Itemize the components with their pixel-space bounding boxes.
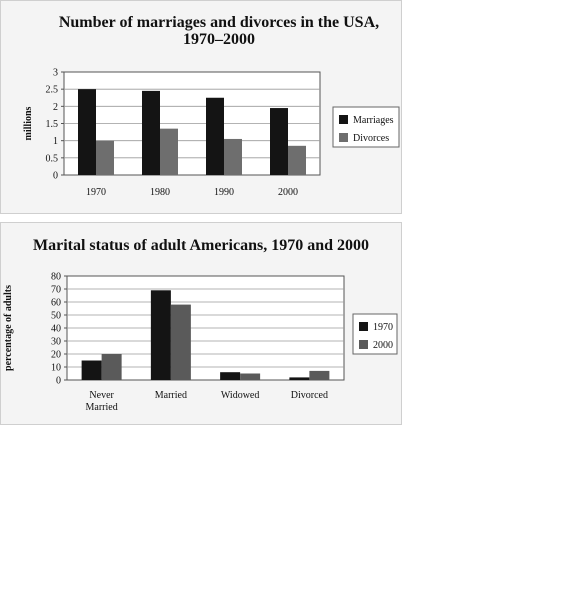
y-tick-label: 10 xyxy=(51,362,61,374)
legend-swatch-marriages xyxy=(339,115,348,124)
legend-swatch-2000 xyxy=(359,340,368,349)
bar-divorces-2000 xyxy=(288,146,306,175)
y-tick-label: 0 xyxy=(56,375,61,387)
bar-2000-divorced xyxy=(309,371,329,380)
marriages-divorces-chart-panel xyxy=(0,0,402,214)
chart-title: Number of marriages and divorces in the USA, xyxy=(58,14,380,31)
chart-title: 1970–2000 xyxy=(183,31,255,48)
x-category-label: 1990 xyxy=(214,187,234,198)
x-category-label: Married xyxy=(154,390,187,401)
bar-marriages-1980 xyxy=(142,91,160,175)
bar-1970-married xyxy=(151,290,171,380)
y-axis-label: percentage of adults xyxy=(3,285,14,371)
bar-2000-widowed xyxy=(240,374,260,381)
x-category-label: 1980 xyxy=(150,187,170,198)
x-category-label: Divorced xyxy=(290,390,328,401)
bar-2000-never-married xyxy=(102,354,122,380)
y-tick-label: 20 xyxy=(51,349,61,361)
bar-1970-never-married xyxy=(82,361,102,381)
bar-marriages-2000 xyxy=(270,108,288,175)
y-tick-label: 40 xyxy=(51,323,61,335)
y-tick-label: 30 xyxy=(51,336,61,348)
legend-label-1970: 1970 xyxy=(373,322,393,333)
y-tick-label: 50 xyxy=(51,310,61,322)
y-tick-label: 1.5 xyxy=(45,119,58,130)
y-tick-label: 0 xyxy=(53,170,58,182)
marital-status-chart xyxy=(1,223,401,424)
bar-2000-married xyxy=(171,305,191,380)
y-tick-label: 60 xyxy=(51,297,61,309)
legend-swatch-divorces xyxy=(339,133,348,142)
bar-divorces-1980 xyxy=(160,129,178,175)
y-tick-label: 80 xyxy=(51,271,61,283)
legend-swatch-1970 xyxy=(359,322,368,331)
x-category-label: 1970 xyxy=(86,187,106,198)
bar-1970-widowed xyxy=(220,372,240,380)
y-tick-label: 1 xyxy=(53,136,58,148)
marital-status-chart-panel xyxy=(0,222,402,425)
x-category-label: 2000 xyxy=(278,187,298,198)
y-axis-label: millions xyxy=(23,106,34,141)
y-tick-label: 3 xyxy=(53,67,58,79)
legend-label-2000: 2000 xyxy=(373,340,393,351)
x-category-label: Widowed xyxy=(220,390,260,401)
bar-1970-divorced xyxy=(289,377,309,380)
legend-label-divorces: Divorces xyxy=(353,133,390,144)
bar-marriages-1990 xyxy=(206,98,224,175)
bar-marriages-1970 xyxy=(78,89,96,175)
chart-title: Marital status of adult Americans, 1970 and 2000 xyxy=(33,237,369,254)
x-category-label: Never xyxy=(89,390,114,401)
marriages-divorces-chart xyxy=(1,1,401,213)
y-tick-label: 2.5 xyxy=(45,84,58,96)
legend-label-marriages: Marriages xyxy=(353,115,394,126)
y-tick-label: 70 xyxy=(51,284,61,296)
bar-divorces-1970 xyxy=(96,141,114,175)
x-category-label: Married xyxy=(85,402,118,413)
y-tick-label: 0.5 xyxy=(45,153,58,165)
y-tick-label: 2 xyxy=(53,101,58,113)
bar-divorces-1990 xyxy=(224,139,242,175)
